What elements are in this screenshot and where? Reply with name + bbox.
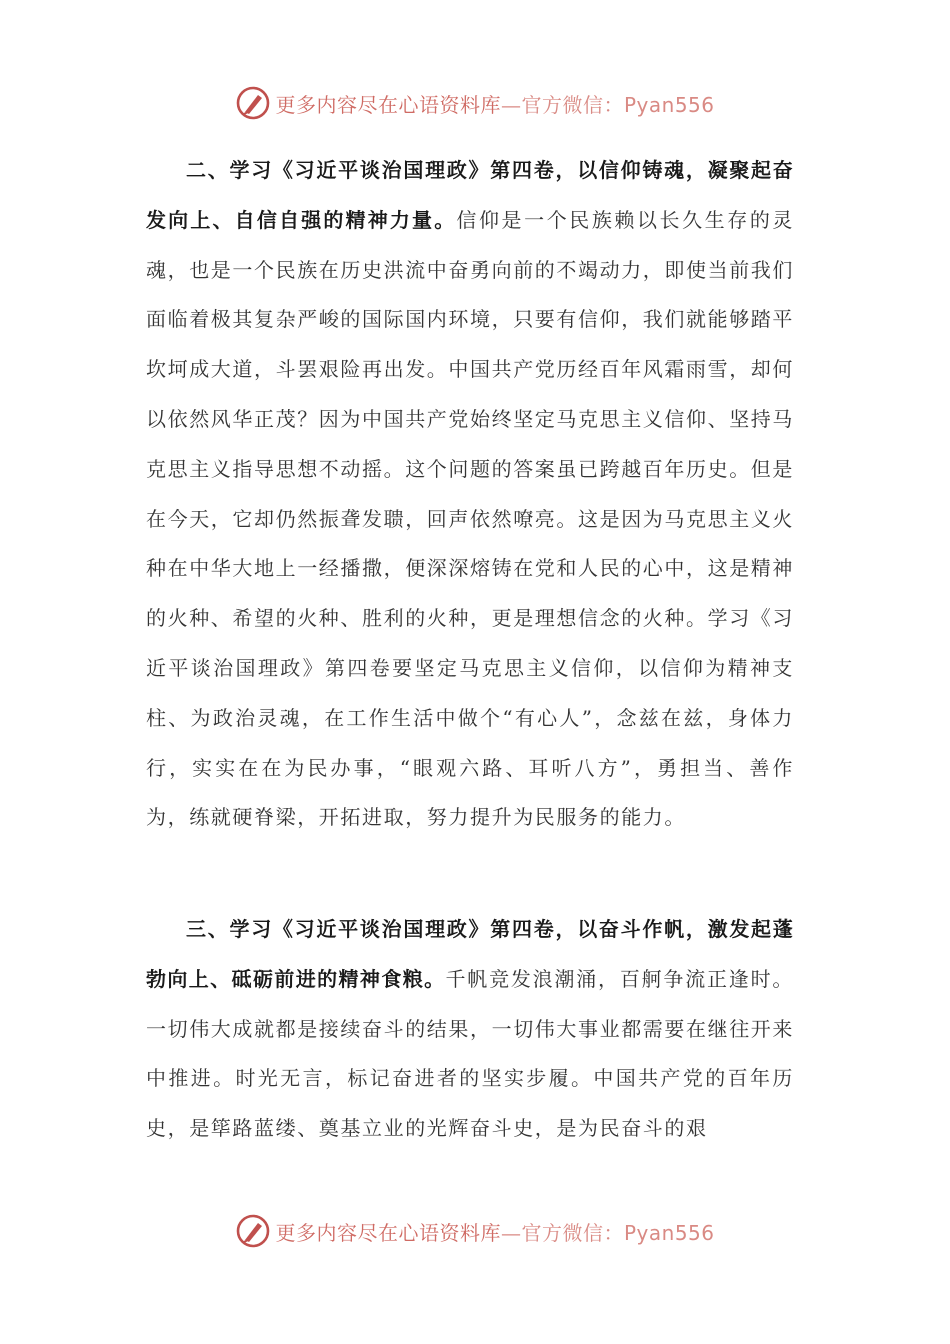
section-two xyxy=(146,146,794,843)
quill-logo-icon xyxy=(235,1213,271,1249)
banner-wechat-label: 官方微信： xyxy=(521,1220,624,1245)
paragraph-body: 千帆竞发浪潮涌，百舸争流正逢时。一切伟大成就都是接续奋斗的结果，一切伟大事业都需要在继往开来中推进。时光无言，标记奋进者的坚实步履。中国共产党的百年历史，是筚路蓝缕、奠基立业的光辉奋斗史，是为民奋斗的艰 xyxy=(146,966,794,1141)
paragraph-lead: 三、学习《习近平谈治国理政》第四卷，以奋斗作帆，激发起蓬勃向上、砥砺前进的精神食粮。 xyxy=(146,917,794,991)
paragraph xyxy=(146,905,794,1154)
banner-brand: 更多内容尽在心语资料库 xyxy=(275,92,501,117)
banner-wechat-id: Pyan556 xyxy=(623,92,715,117)
banner-wechat-label: 官方微信： xyxy=(521,92,624,117)
quill-logo-icon xyxy=(235,85,271,121)
section-three xyxy=(146,905,794,1154)
paragraph-body: 信仰是一个民族赖以长久生存的灵魂，也是一个民族在历史洪流中奋勇向前的不竭动力，即使当前我们面临着极其复杂严峻的国际国内环境，只要有信仰，我们就能够踏平坎坷成大道，斗罢艰险再出发。中国共产党历经百年风霜雨雪，却何以依然风华正茂？因为中国共产党始终坚定马克思主义信仰、坚持马克思主义指导思想不动摇。这个问题的答案虽已跨越百年历史。但是在今天，它却仍然振聋发聩，回声依然嘹亮。这是因为马克思主义火种在中华大地上一经播撒，便深深熔铸在党和人民的心中，这是精神的火种、希望的火种、胜利的火种，更是理想信念的火种。学习《习近平谈治国理政》第四卷要坚定马克思主义信仰，以信仰为精神支柱、为政治灵魂，在工作生活中做个“有心人”，念兹在兹，身体力行，实实在在为民办事，“眼观六路、耳听八方”，勇担当、善作为，练就硬脊梁，开拓进取，努力提升为民服务的能力。 xyxy=(146,207,794,830)
banner-wechat-id: Pyan556 xyxy=(623,1220,715,1245)
paragraph xyxy=(146,146,794,843)
header-banner xyxy=(0,81,950,125)
paragraph-lead: 二、学习《习近平谈治国理政》第四卷，以信仰铸魂，凝聚起奋发向上、自信自强的精神力量。 xyxy=(146,158,794,232)
footer-banner xyxy=(0,1209,950,1253)
banner-dash: — xyxy=(500,1220,522,1245)
banner-brand: 更多内容尽在心语资料库 xyxy=(275,1220,501,1245)
banner-dash: — xyxy=(500,92,522,117)
